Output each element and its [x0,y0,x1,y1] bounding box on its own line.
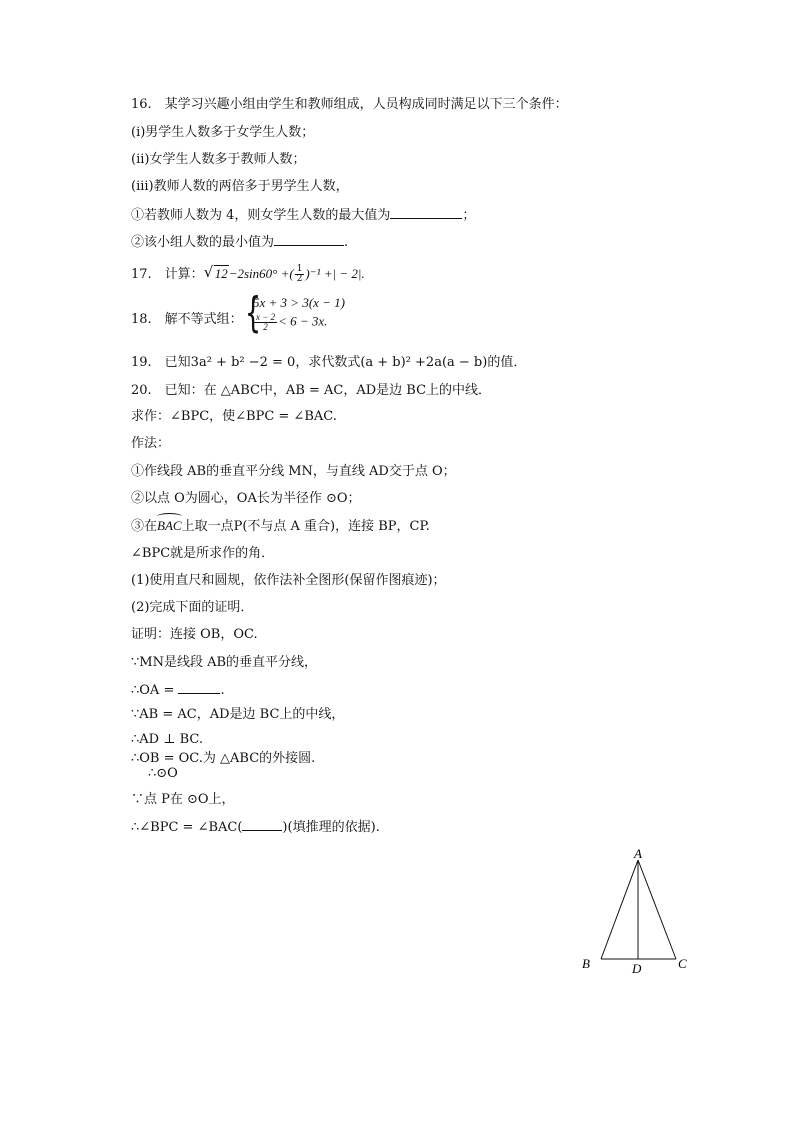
q18-label: 18. 解不等式组： [131,312,243,327]
left-brace-icon: { [245,288,262,337]
q20-step-3-post: 上取一点P(不与点 A 重合)，连接 BP，CP. [181,519,430,534]
q20-method: 作法： [131,436,171,451]
fraction-numerator: 1 [296,264,303,274]
fraction-denominator: 2 [263,322,268,332]
proof-line-0: 证明：连接 OB，OC. [131,627,258,642]
q17-term-rest: )⁻¹ +| − 2|. [305,266,365,281]
q20-step-2: ②以点 O为圆心，OA长为半径作 ⊙O； [131,491,361,506]
q20-sub-1: (1)使用直尺和圆规，依作法补全图形(保留作图痕迹)； [131,573,446,588]
q16-condition-1: (i)男学生人数多于女学生人数； [131,125,315,140]
proof-line-8-pre: ∴∠BPC = ∠BAC( [131,820,243,835]
proof-line-4: ∴AD ⊥ BC. [131,732,203,747]
q17-term-sin: −2sin60° +( [228,266,294,281]
fraction-denominator: 2 [296,274,303,284]
q16-condition-2: (ii)女学生人数多于教师人数； [131,152,306,167]
segment-ac [638,860,676,959]
proof-line-7: ∵点 P在 ⊙O上， [131,792,235,807]
label-d: D [632,961,642,976]
proof-line-3: ∵AB = AC，AD是边 BC上的中线， [131,707,345,722]
q19: 19. 已知3a² + b² −2 = 0，求代数式(a + b)² +2a(a − b)的值． [131,355,527,370]
label-b: B [582,956,590,971]
fraction-numerator: x − 2 [256,312,276,322]
proof-line-1: ∵MN是线段 AB的垂直平分线， [131,655,318,670]
label-c: C [678,956,687,971]
proof-line-2-post: . [220,683,225,698]
proof-line-6: ∴⊙O [148,766,178,781]
sqrt-expression: √ 12 [203,263,228,281]
arc-bac: BAC [157,518,182,533]
proof-line-8-post: )(填推理的依据). [282,820,380,835]
inequality-2-rest: < 6 − 3x. [278,313,328,329]
q16-part-2-end: . [344,235,349,250]
q16-part-1-end: ； [462,208,476,223]
q20-given: 20. 已知：在 △ABC中，AB = AC，AD是边 BC上的中线． [131,383,492,398]
q20-step-3-pre: ③在 [131,519,158,534]
q16-part-1-text: ①若教师人数为 4，则女学生人数的最大值为 [131,208,391,223]
q16-intro: 16. 某学习兴趣小组由学生和教师组成，人员构成同时满足以下三个条件： [131,97,568,112]
label-a: A [634,846,642,861]
segment-ab [601,860,638,959]
inequality-1: 5x + 3 > 3(x − 1) [253,295,346,310]
q20-step-1: ①作线段 AB的垂直平分线 MN，与直线 AD交于点 O； [131,464,456,479]
q16-condition-3: (iii)教师人数的两倍多于男学生人数， [131,179,349,194]
q20-conclusion: ∠BPC就是所求作的角． [131,546,275,561]
q20-sub-2: (2)完成下面的证明． [131,600,254,615]
proof-line-5: ∴OB = OC.为 △ABC的外接圆. [131,751,316,766]
q17-label: 17. 计算： [131,267,204,282]
proof-line-2-pre: ∴OA = [131,683,175,698]
q20-task: 求作：∠BPC，使∠BPC = ∠BAC. [131,409,337,424]
radicand: 12 [214,266,228,281]
q16-part-2-text: ②该小组人数的最小值为 [131,235,275,250]
